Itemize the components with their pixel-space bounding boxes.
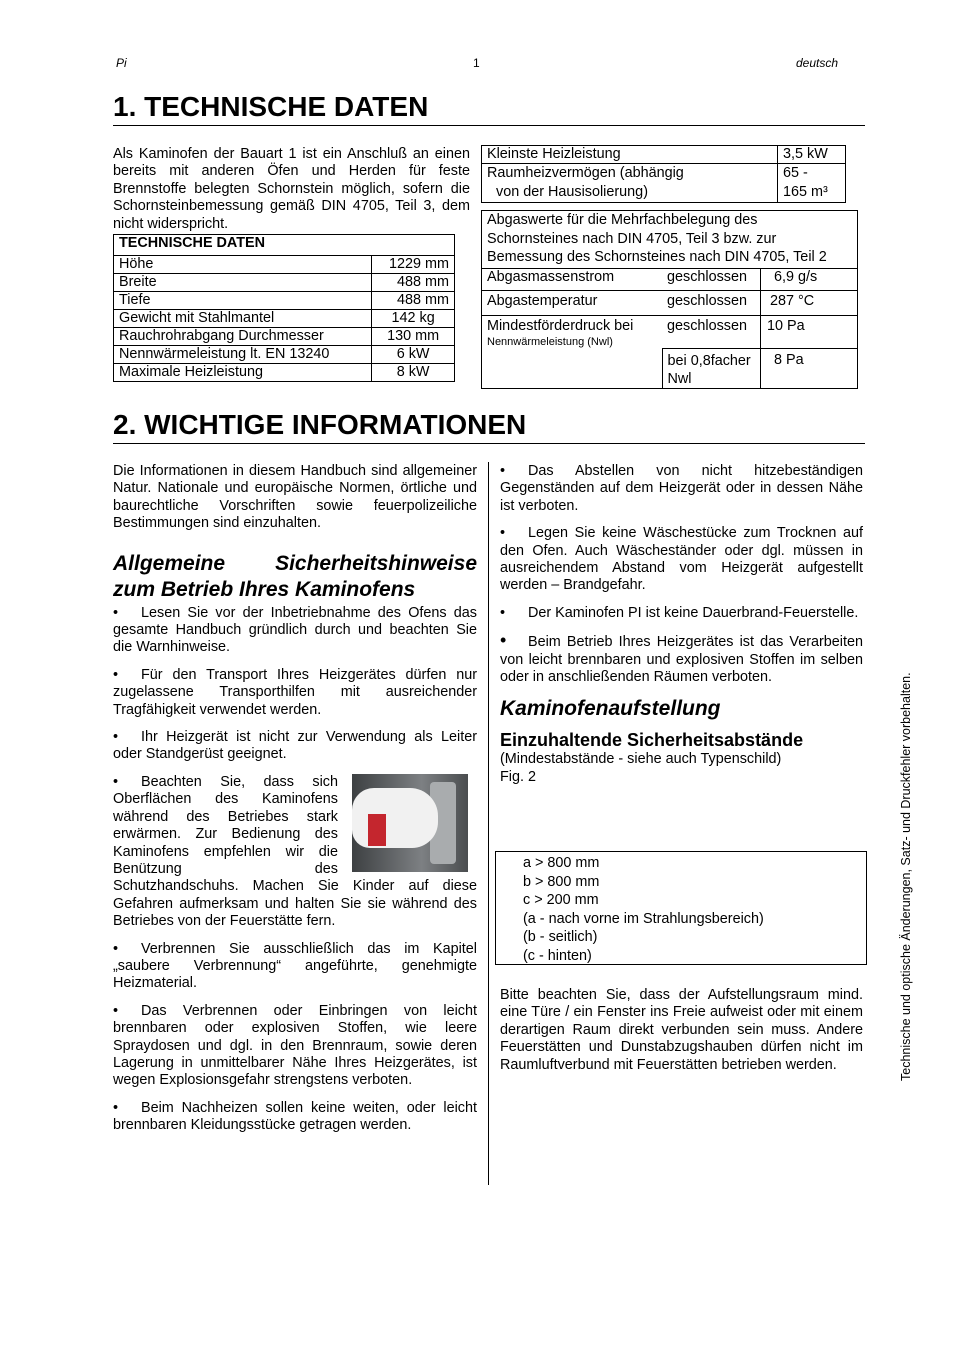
list-item-text: Ihr Heizgerät ist nicht zur Verwendung als Leiter oder Standgerüst geeignet. bbox=[113, 729, 477, 763]
room-note-text: Bitte beachten Sie, dass der Aufstellungsraum mind. eine Türe / ein Fenster ins Freie aufweist oder mit einem derartigen Raum direkt verbunden sein muss. Andere Feuerstätten und Dunstabzugshauben dürfen nicht im Raumluftverbund mit Feuerstätten betrieben werden. bbox=[500, 987, 863, 1073]
header-left: Pi bbox=[116, 56, 127, 70]
table-row bbox=[482, 290, 858, 315]
value-line: 65 - bbox=[783, 165, 808, 181]
list-item bbox=[500, 605, 863, 622]
bullet: • bbox=[500, 604, 506, 621]
table-row bbox=[482, 268, 858, 290]
list-item bbox=[113, 1003, 477, 1090]
glove-photo bbox=[352, 774, 468, 872]
list-item-text: Der Kaminofen PI ist keine Dauerbrand-Feuerstelle. bbox=[528, 604, 859, 621]
info-paragraph: Die Informationen in diesem Handbuch sind allgemeiner Natur. Nationale und europäische Normen, örtliche und baurechtliche Vorschriften sowie feuerpolizeiliche Bestimmungen sind einzuhalten. bbox=[113, 463, 477, 532]
label-line: von der Hausisolierung) bbox=[496, 184, 648, 200]
value-line: 165 m³ bbox=[783, 184, 828, 200]
technical-data-table bbox=[113, 234, 455, 382]
page-number: 1 bbox=[473, 56, 480, 70]
intro-paragraph bbox=[113, 146, 470, 233]
state-line: bei 0,8facher bbox=[667, 352, 751, 369]
distance-front: a > 800 mm bbox=[523, 855, 600, 871]
list-item bbox=[113, 605, 477, 657]
list-item-text: Beim Betrieb Ihres Heizgerätes ist das Verarbeiten von leicht brennbaren und explosiven Stoffen im selben oder in anschließenden Räumen verboten. bbox=[500, 634, 863, 686]
bullet: • bbox=[500, 525, 506, 542]
list-item bbox=[500, 632, 863, 686]
list-item-text: Verbrennen Sie ausschließlich das im Kapitel „saubere Verbrennung“ angeführte, genehmigte Heizmaterial. bbox=[113, 940, 477, 992]
row-label bbox=[482, 164, 778, 203]
row-value: 3,5 kW bbox=[778, 146, 846, 164]
bullet: • bbox=[113, 666, 119, 683]
section-title-technical-data: 1. TECHNISCHE DATEN bbox=[113, 91, 865, 126]
row-value: 488 mm bbox=[372, 292, 455, 310]
side-disclaimer: Technische und optische Änderungen, Satz- und Druckfehler vorbehalten. bbox=[899, 672, 913, 1081]
row-label bbox=[482, 315, 663, 388]
bullet: • bbox=[500, 463, 506, 479]
distances-heading: Einzuhaltende Sicherheitsabstände bbox=[500, 730, 804, 751]
list-item bbox=[113, 667, 477, 719]
table-row bbox=[482, 146, 846, 164]
row-value bbox=[778, 164, 846, 203]
list-item bbox=[113, 729, 477, 764]
bullet: • bbox=[113, 1002, 119, 1019]
white-glove bbox=[352, 788, 438, 848]
list-item-text-continued: Kinder auf diese Gefahren aufmerksam und halten Sie sie während des Betriebes von der Feuerstätte fern. bbox=[113, 878, 477, 930]
row-value: 488 mm bbox=[372, 274, 455, 292]
row-label: Rauchrohrabgang Durchmesser bbox=[114, 328, 372, 346]
list-item-text: Das Abstellen von nicht hitzebeständigen Gegenständen auf dem Heizgerät oder in dessen Nähe ist verboten. bbox=[500, 463, 863, 514]
row-label: Breite bbox=[114, 274, 372, 292]
label-line: Mindestförderdruck bei bbox=[487, 317, 634, 334]
list-item-text: Das Verbrennen oder Einbringen von leicht brennbaren oder explosiven Stoffen, wie leere Spraydosen und dgl. in den Brennraum, sowie deren Lagerung in unmittelbarer Nähe Ihres Heizgerätes, ist wegen Explosionsgefahr strengstens verboten. bbox=[113, 1002, 477, 1089]
distances-note: (Mindestabstände - siehe auch Typenschild) bbox=[500, 751, 782, 768]
row-value: 130 mm bbox=[372, 328, 455, 346]
intro-text: Als Kaminofen der Bauart 1 ist ein Anschluß an einen bereits mit anderen Öfen und Herden für feste Brennstoffe belegten Schornstein möglich, sofern die Schornsteinbemessung gemäß DIN 4705, Teil 3, dem nicht widerspricht. bbox=[113, 146, 470, 232]
list-item-text: Beim Nachheizen sollen keine weiten, oder leicht brennbaren Kleidungsstücke getragen werden. bbox=[113, 1099, 477, 1134]
label-subline: Nennwärmeleistung (Nwl) bbox=[487, 335, 613, 348]
row-value: 6 kW bbox=[372, 346, 455, 364]
row-value: 1229 mm bbox=[372, 256, 455, 274]
list-item bbox=[500, 463, 863, 515]
distances-box bbox=[495, 851, 867, 965]
list-item-text: Legen Sie keine Wäschestücke zum Trocknen auf den Ofen. Auch Wäscheständer oder dgl. müssen in ausreichendem Abstand vom Heizgerät aufgestellt werden – Brandgefahr. bbox=[500, 525, 863, 594]
exhaust-header: Abgaswerte für die Mehrfachbelegung des Schornsteines nach DIN 4705, Teil 3 bzw. zur Bemessung des Schornsteines nach DIN 4705, Teil 2 bbox=[482, 211, 858, 269]
table-row bbox=[114, 310, 455, 328]
row-value: 8 kW bbox=[372, 364, 455, 382]
table-row bbox=[114, 292, 455, 310]
setup-heading: Kaminofenaufstellung bbox=[500, 697, 721, 721]
row-state: geschlossen bbox=[662, 315, 761, 348]
table-row bbox=[114, 364, 455, 382]
table-row bbox=[114, 274, 455, 292]
row-label: Tiefe bbox=[114, 292, 372, 310]
list-item bbox=[500, 525, 863, 595]
left-column bbox=[113, 463, 477, 1145]
figure-reference: Fig. 2 bbox=[500, 768, 536, 785]
row-label: Nennwärmeleistung lt. EN 13240 bbox=[114, 346, 372, 364]
row-state: geschlossen bbox=[662, 268, 761, 290]
table-row bbox=[114, 328, 455, 346]
row-label: Höhe bbox=[114, 256, 372, 274]
distance-back: c > 200 mm bbox=[523, 892, 599, 908]
bullet: • bbox=[113, 604, 119, 621]
heat-output-table bbox=[481, 145, 846, 203]
bullet: • bbox=[113, 773, 119, 790]
safety-heading-line1: Allgemeine Sicherheitshinweise bbox=[113, 551, 477, 575]
label-line: Raumheizvermögen (abhängig bbox=[487, 165, 684, 181]
distance-side: b > 800 mm bbox=[523, 873, 600, 890]
room-note-paragraph bbox=[500, 987, 863, 1074]
row-label: Gewicht mit Stahlmantel bbox=[114, 310, 372, 328]
section-title-important-info: 2. WICHTIGE INFORMATIONEN bbox=[113, 409, 865, 444]
exhaust-values-table bbox=[481, 210, 858, 389]
list-item bbox=[113, 941, 477, 993]
row-label: Kleinste Heizleistung bbox=[482, 146, 778, 164]
distance-note-side: (b - seitlich) bbox=[523, 929, 598, 945]
list-item bbox=[113, 774, 477, 931]
table-header-row bbox=[114, 235, 455, 256]
row-state bbox=[662, 348, 761, 388]
row-value: 142 kg bbox=[372, 310, 455, 328]
distance-note-back: (c - hinten) bbox=[523, 947, 592, 964]
table-header-row bbox=[482, 211, 858, 269]
list-item-text: Lesen Sie vor der Inbetriebnahme des Ofens das gesamte Handbuch gründlich durch und beachten Sie die Warnhinweise. bbox=[113, 604, 477, 656]
row-value: 287 °C bbox=[761, 290, 858, 315]
bullet: • bbox=[113, 940, 119, 957]
row-state: geschlossen bbox=[662, 290, 761, 315]
bullet: • bbox=[500, 630, 507, 651]
table-row bbox=[114, 256, 455, 274]
state-line: Nwl bbox=[667, 370, 692, 387]
row-value: 6,9 g/s bbox=[761, 268, 858, 290]
row-value: 10 Pa bbox=[761, 315, 858, 348]
bullet: • bbox=[113, 729, 119, 746]
glove-label bbox=[368, 814, 386, 846]
table-row bbox=[482, 315, 858, 348]
list-item-text: Für den Transport Ihres Heizgerätes dürfen nur zugelassene Transporthilfen mit ausreichender Tragfähigkeit verwendet werden. bbox=[113, 666, 477, 718]
right-column bbox=[500, 463, 863, 786]
row-label: Maximale Heizleistung bbox=[114, 364, 372, 382]
row-value: 8 Pa bbox=[761, 348, 858, 388]
table-title: TECHNISCHE DATEN bbox=[114, 235, 455, 256]
row-label: Abgasmassenstrom bbox=[482, 268, 663, 290]
row-label: Abgastemperatur bbox=[482, 290, 663, 315]
table-row bbox=[482, 164, 846, 203]
list-item bbox=[113, 1100, 477, 1135]
safety-heading-line2: zum Betrieb Ihres Kaminofens bbox=[113, 577, 416, 601]
column-divider bbox=[488, 462, 489, 1185]
header-right: deutsch bbox=[796, 56, 839, 70]
list-item-text: Beachten Sie, dass sich Oberflächen des Kaminofens während des Betriebes stark erwärmen. Zur Bedienung des Kaminofens empfehlen wir die Benützung des Schutzhandschuhs. Machen Sie bbox=[113, 773, 339, 895]
distance-note-front: (a - nach vorne im Strahlungsbereich) bbox=[523, 910, 764, 927]
bullet: • bbox=[113, 1099, 119, 1116]
table-row bbox=[114, 346, 455, 364]
